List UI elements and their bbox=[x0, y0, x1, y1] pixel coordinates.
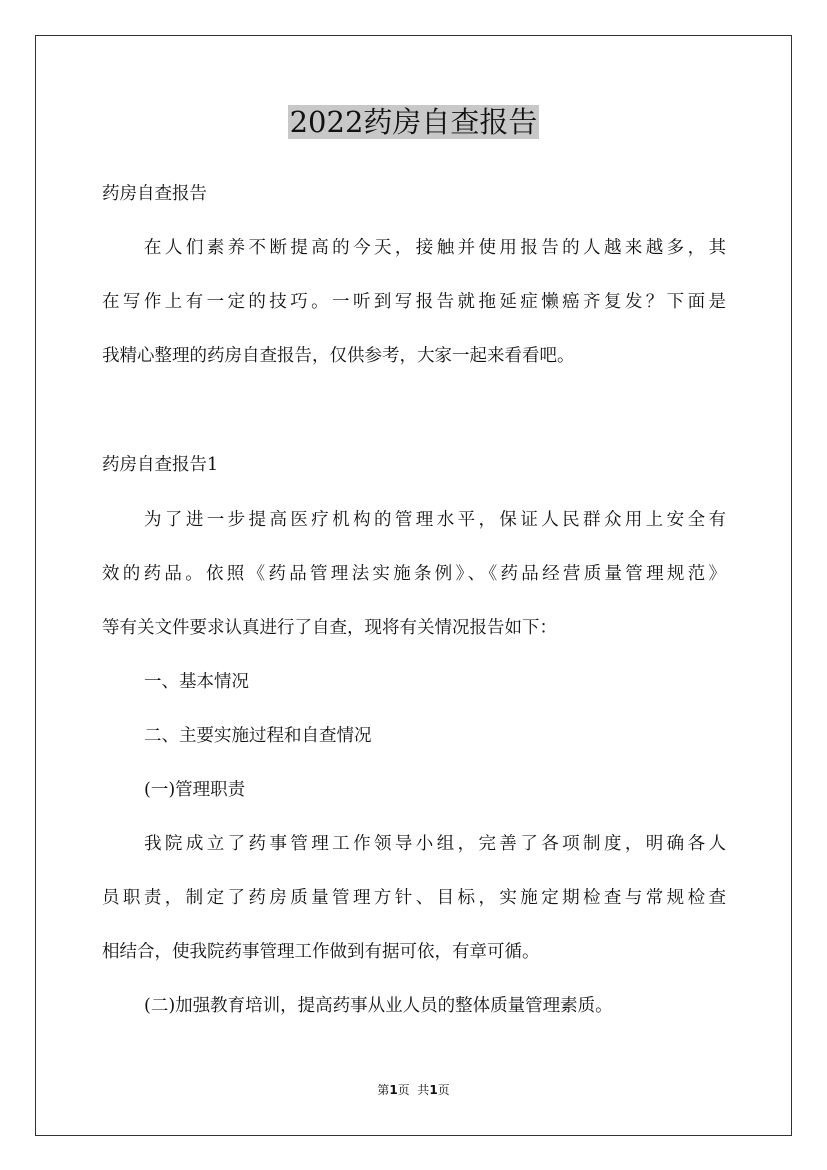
page-footer bbox=[0, 1082, 827, 1098]
paragraph-line: 相结合，使我院药事管理工作做到有据可依，有章可循。 bbox=[102, 942, 540, 962]
subsection-heading: 一、基本情况 bbox=[144, 672, 249, 692]
paragraph-line: 我精心整理的药房自查报告，仅供参考，大家一起来看看吧。 bbox=[102, 346, 575, 366]
paragraph-line: 为了进一步提高医疗机构的管理水平，保证人民群众用上安全有 bbox=[144, 510, 726, 530]
paragraph-line: 员职责，制定了药房质量管理方针、目标，实施定期检查与常规检查 bbox=[102, 888, 726, 908]
subsection-heading: 二、主要实施过程和自查情况 bbox=[144, 726, 372, 746]
footer-current-page: 1 bbox=[389, 1083, 398, 1097]
subsection-heading: (一)管理职责 bbox=[144, 780, 246, 800]
paragraph-line: 效的药品。依照《药品管理法实施条例》、《药品经营质量管理规范》 bbox=[102, 564, 726, 584]
footer-page-suffix: 页 bbox=[437, 1083, 450, 1097]
document-title-text: 2022药房自查报告 bbox=[289, 105, 538, 139]
section-heading: 药房自查报告 bbox=[102, 184, 207, 204]
paragraph-line: 我院成立了药事管理工作领导小组，完善了各项制度，明确各人 bbox=[144, 834, 726, 854]
paragraph-line: 在人们素养不断提高的今天，接触并使用报告的人越来越多，其 bbox=[144, 238, 726, 258]
section-heading: 药房自查报告1 bbox=[102, 455, 219, 475]
document-title bbox=[0, 100, 827, 144]
footer-page-mid: 页 共 bbox=[397, 1083, 430, 1097]
paragraph-line: 在写作上有一定的技巧。一听到写报告就拖延症懒癌齐复发？下面是 bbox=[102, 292, 726, 312]
paragraph-line: (二)加强教育培训，提高药事从业人员的整体质量管理素质。 bbox=[144, 996, 613, 1016]
paragraph-line: 等有关文件要求认真进行了自查，现将有关情况报告如下： bbox=[102, 618, 557, 638]
footer-page-prefix: 第 bbox=[377, 1083, 390, 1097]
footer-total-pages: 1 bbox=[429, 1083, 438, 1097]
